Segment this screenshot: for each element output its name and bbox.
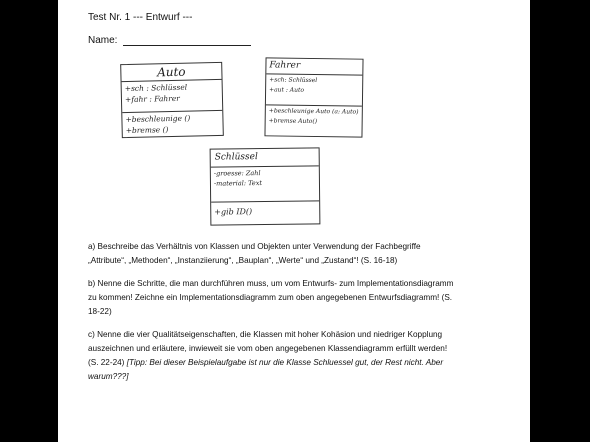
question-b-line: 18-22) <box>88 307 112 316</box>
tip-text-end: warum???] <box>88 372 129 381</box>
class-name-auto: Auto <box>121 63 221 82</box>
test-title: Test Nr. 1 --- Entwurf --- <box>88 12 193 23</box>
question-c-line: auszeichnen und erläutere, inwieweit sie vom oben angegebenen Klassendiagramm erfüllt werden! <box>88 344 448 353</box>
class-name-fahrer: Fahrer <box>266 58 362 75</box>
attributes-fahrer <box>266 74 362 106</box>
page-reference: (S. 22-24) <box>88 358 125 367</box>
attribute-sch: +sch : Schlüssel <box>124 82 188 94</box>
attribute-aut: +aut : Auto <box>269 86 305 94</box>
attribute-material: -material: Text <box>213 179 263 188</box>
method-bremse: +bremse () <box>125 125 169 136</box>
name-label: Name: <box>88 35 118 46</box>
question-c-line: c) Nenne die vier Qualitätseigenschaften, die Klassen mit hoher Kohäsion und niedriger Kopplung <box>88 330 443 339</box>
attribute-fahr: +fahr : Fahrer <box>124 93 180 105</box>
attributes-auto <box>122 80 223 113</box>
method-beschleunige-auto: +beschleunige Auto (a: Auto) <box>268 107 359 116</box>
question-b-line: zu kommen! Zeichne ein Implementationsdiagramm zum oben angegebenen Entwurfsdiagramm! (S. <box>88 293 453 302</box>
uml-class-fahrer <box>264 57 363 137</box>
method-beschleunige: +beschleunige () <box>125 113 191 125</box>
worksheet-page <box>58 0 530 442</box>
class-name-schluessel: Schlüssel <box>211 148 319 167</box>
question-a-line: „Attribute“, „Methoden“, „Instanziierung“, „Bauplan“, „Werte“ und „Zustand“! (S. 16-18) <box>88 256 398 265</box>
attribute-groesse: -groesse: Zahl <box>213 169 261 178</box>
question-a-line: a) Beschreibe das Verhältnis von Klassen und Objekten unter Verwendung der Fachbegriffe <box>88 242 421 251</box>
tip-text: [Tipp: Bei dieser Beispielaufgabe ist nur die Klasse Schluessel gut, der Rest nicht. Aber <box>126 358 444 367</box>
methods-schluessel <box>211 201 319 224</box>
method-bremse-auto: +bremse Auto() <box>268 117 318 126</box>
method-gib-id: +gib ID() <box>214 207 253 217</box>
question-b <box>88 277 508 319</box>
question-b-line: b) Nenne die Schritte, die man durchführen muss, um vom Entwurfs- zum Implementationsdiagramm <box>88 279 454 288</box>
attribute-sch: +sch: Schlüssel <box>269 76 318 85</box>
name-field-line[interactable] <box>123 35 251 46</box>
methods-auto <box>122 111 223 137</box>
question-c-line <box>88 356 508 370</box>
attributes-schluessel <box>211 166 319 202</box>
question-c <box>88 328 508 384</box>
name-row <box>88 35 251 46</box>
uml-class-auto <box>120 62 224 138</box>
uml-class-schluessel <box>210 147 321 225</box>
question-a <box>88 240 508 268</box>
methods-fahrer <box>265 105 361 136</box>
